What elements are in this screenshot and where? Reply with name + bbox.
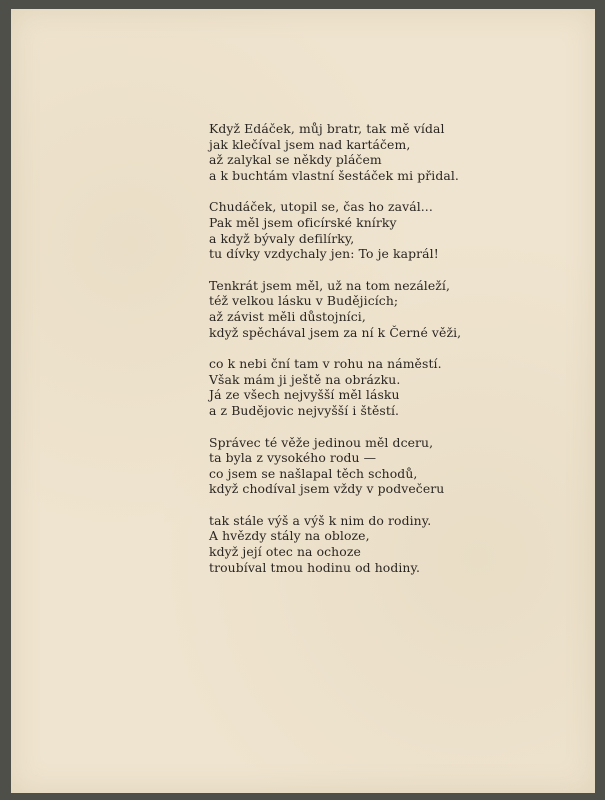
- poem-line: A hvězdy stály na obloze,: [209, 528, 370, 544]
- stanza-1: [209, 121, 509, 183]
- poem-line: tak stále výš a výš k nim do rodiny.: [209, 512, 432, 528]
- poem-line: až závist měli důstojníci,: [209, 308, 366, 324]
- poem-line: jak klečíval jsem nad kartáčem,: [209, 136, 411, 152]
- paper-sheet: [11, 9, 595, 793]
- poem-line: když spěchával jsem za ní k Černé věži,: [209, 324, 462, 340]
- poem-line: Správec té věže jedinou měl dceru,: [209, 434, 434, 450]
- poem: [209, 121, 509, 591]
- stanza-6: [209, 513, 509, 575]
- poem-line: Tenkrát jsem měl, už na tom nezáleží,: [209, 277, 451, 293]
- poem-line: tu dívky vzdychaly jen: To je kaprál!: [209, 246, 439, 262]
- stanza-2: [209, 199, 509, 261]
- poem-line: Já ze všech nejvyšší měl lásku: [209, 387, 400, 403]
- stanza-4: [209, 356, 509, 418]
- poem-line: když chodíval jsem vždy v podvečeru: [209, 481, 445, 497]
- poem-line: Když Edáček, můj bratr, tak mě vídal: [209, 121, 445, 136]
- poem-line: a z Budějovic nejvyšší i štěstí.: [209, 402, 400, 418]
- poem-line: Chudáček, utopil se, čas ho zavál...: [209, 199, 433, 215]
- poem-line: co k nebi ční tam v rohu na náměstí.: [209, 356, 442, 372]
- poem-line: co jsem se našlapal těch schodů,: [209, 465, 418, 481]
- poem-line: troubíval tmou hodinu od hodiny.: [209, 559, 421, 575]
- poem-line: Však mám ji ještě na obrázku.: [209, 371, 401, 387]
- poem-line: a k buchtám vlastní šestáček mi přidal.: [209, 167, 459, 183]
- poem-line: až zalykal se někdy pláčem: [209, 152, 382, 168]
- stanza-3: [209, 278, 509, 340]
- stanza-5: [209, 435, 509, 497]
- poem-line: když její otec na ochoze: [209, 544, 361, 560]
- poem-line: též velkou lásku v Budějicích;: [209, 293, 399, 309]
- poem-line: Pak měl jsem oficírské knírky: [209, 214, 397, 230]
- poem-line: a když bývaly defilírky,: [209, 230, 355, 246]
- poem-line: ta byla z vysokého rodu —: [209, 450, 377, 466]
